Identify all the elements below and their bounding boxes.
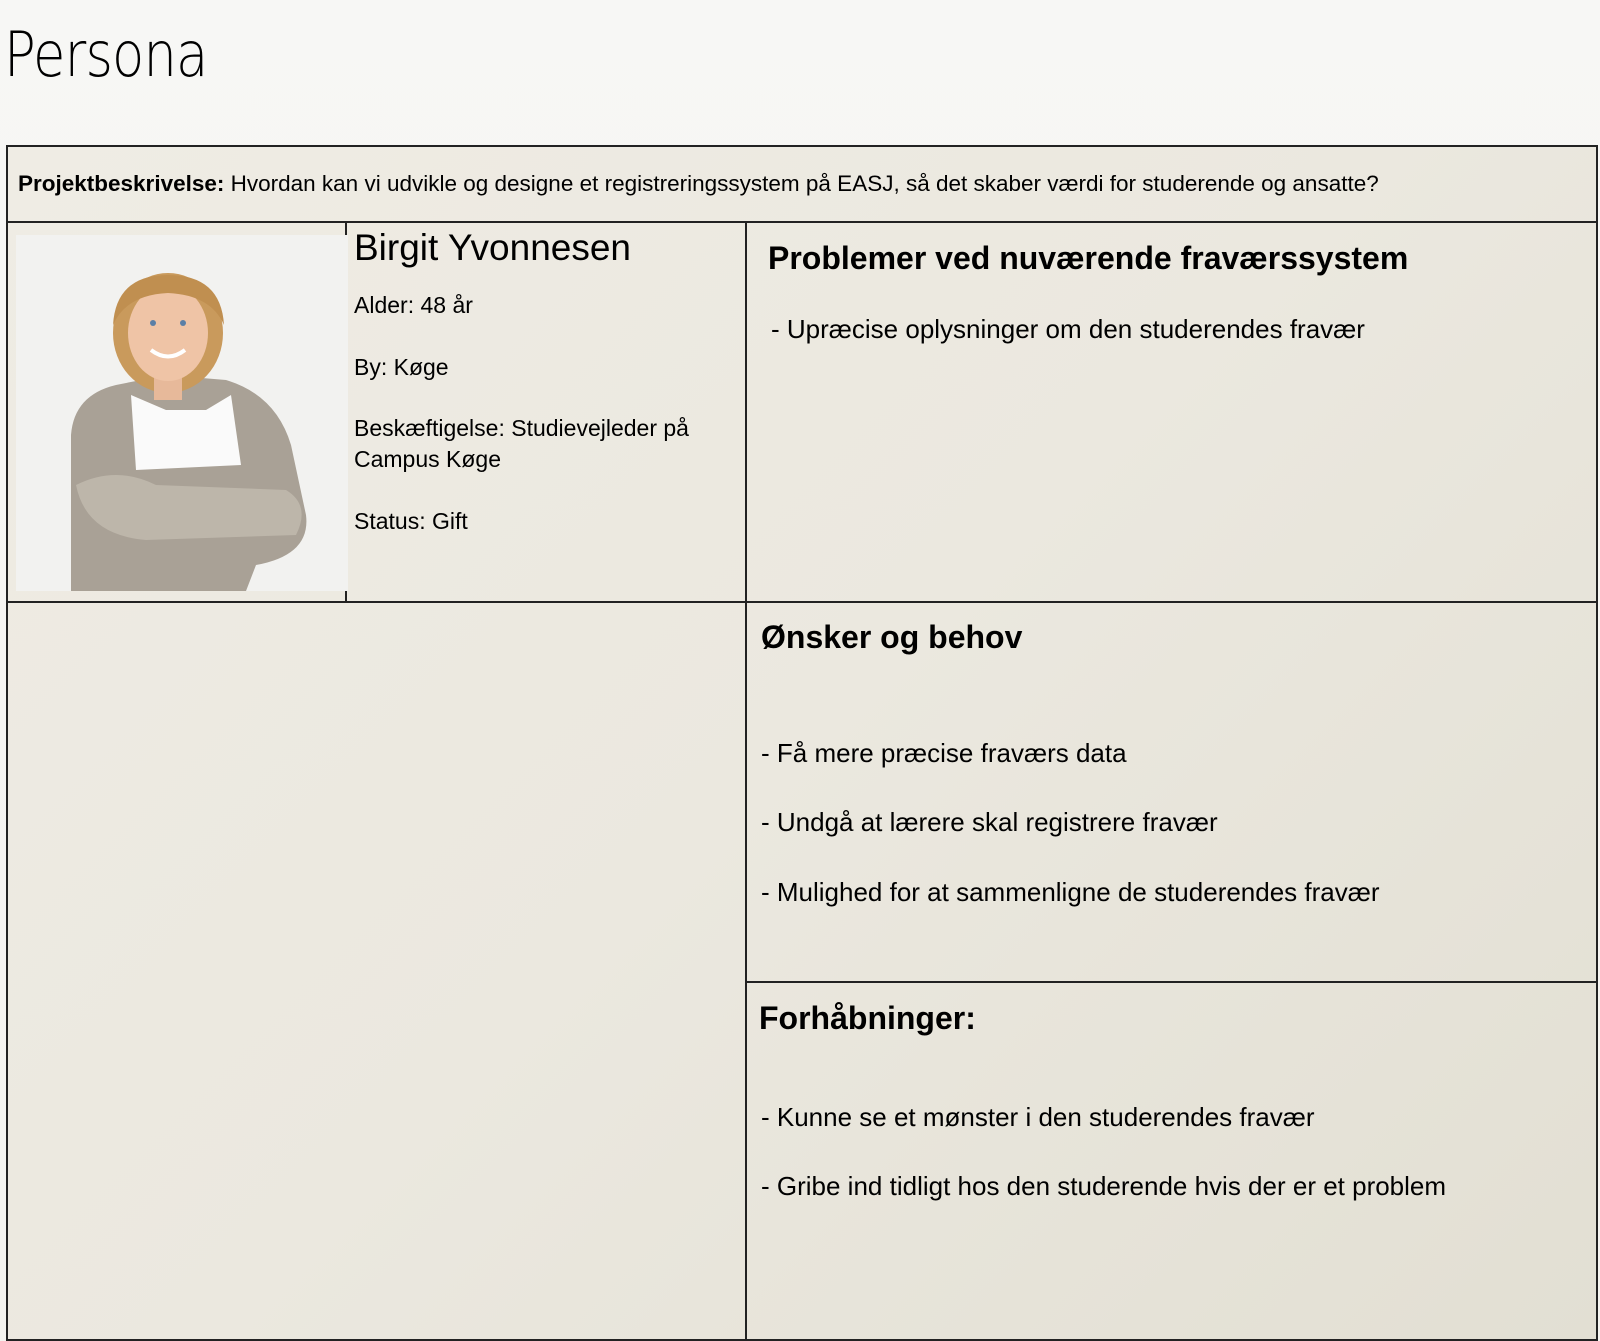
problems-heading: Problemer ved nuværende fraværssystem	[768, 240, 1409, 276]
wishes-heading: Ønsker og behov	[761, 619, 1023, 655]
occupation-line: Beskæftigelse: Studievejleder på	[354, 415, 689, 441]
hopes-heading: Forhåbninger:	[759, 1000, 976, 1036]
list-item: - Kunne se et mønster i den studerendes fravær	[761, 1102, 1315, 1132]
project-description	[18, 171, 1379, 197]
project-label: Projektbeskrivelse:	[18, 171, 225, 196]
list-item: - Få mere præcise fraværs data	[761, 738, 1127, 768]
divider	[745, 221, 747, 1339]
list-item: - Gribe ind tidligt hos den studerende hvis der er et problem	[761, 1171, 1447, 1201]
page-title: Persona	[4, 18, 208, 91]
project-text: Hvordan kan vi udvikle og designe et registreringssystem på EASJ, så det skaber værdi for studerende og ansatte?	[224, 171, 1379, 196]
list-item: - Upræcise oplysninger om den studerendes fravær	[771, 314, 1365, 344]
divider	[747, 981, 1596, 983]
persona-status: Status: Gift	[354, 508, 468, 534]
persona-table	[6, 145, 1598, 1341]
persona-photo	[16, 235, 348, 591]
persona-occupation	[354, 413, 689, 475]
list-item: - Mulighed for at sammenligne de studerendes fravær	[761, 877, 1380, 907]
divider	[8, 601, 1596, 603]
divider	[8, 221, 1596, 223]
persona-city: By: Køge	[354, 354, 449, 380]
persona-name: Birgit Yvonnesen	[354, 227, 632, 268]
list-item: - Undgå at lærere skal registrere fravær	[761, 807, 1218, 837]
occupation-line: Campus Køge	[354, 446, 502, 472]
persona-age: Alder: 48 år	[354, 292, 473, 318]
